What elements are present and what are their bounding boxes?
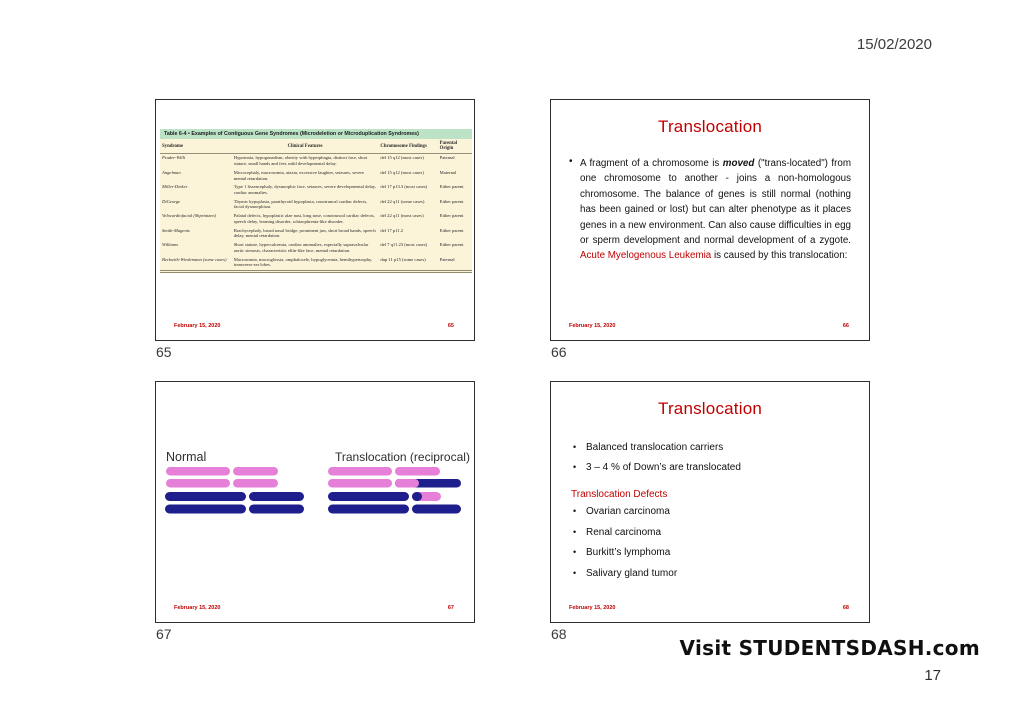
table-row [160,255,472,271]
chromosome-segment [249,492,304,501]
slide-number-label: 68 [551,626,567,642]
text-segment: ("trans-located") from one chromosome to another - joins a non-homologous chromosome. The balance of genes is still normal (nothing has been gained or lost) but can alter phenotype as it places genes in a new environment. Can also cause difficulties in egg or sperm development and normal development of a zygote. [580,158,851,247]
table-cell: DiGeorge [162,198,181,204]
slide-footer-number: 65 [447,323,454,329]
col-header-findings: Chromosome Findings [378,139,437,153]
chromosome-segment [328,492,409,501]
bullet-marker: • [569,156,573,167]
chromosome-segment [395,479,419,488]
table-cell: Palatal defects, hypoplastic alae nasi, long nose, conotruncal cardiac defects, speech delay, learning disorder, schizophrenia-like disorder. [233,213,375,224]
slide-68 [550,381,870,623]
slide-number-label: 66 [551,344,567,360]
chromosome-segment [412,505,461,514]
bullet-item: • Renal carcinoma [573,527,869,538]
table-title: Table 6-4 • Examples of Contiguous Gene Syndromes (Microdeletion or Microduplication Syndromes) [160,129,472,139]
chromosome-segment [166,479,230,488]
table-cell: del 22 q11 (some cases) [380,198,425,204]
table-cell: del 22 q11 (most cases) [380,213,424,219]
table-row [160,168,472,182]
slide-footer-number: 66 [842,323,849,329]
table-cell: Beckwith-Wiedemann (some cases) [162,256,227,262]
slide-footer-date: February 15, 2020 [569,323,616,329]
table-cell: del 15 q12 (most cases) [380,169,424,175]
bullet-list-top [573,442,869,473]
bullet-item: • Ovarian carcinoma [573,506,869,517]
slide-67 [155,381,475,623]
syndrome-table [160,129,472,273]
table-cell: Either parent [439,198,464,204]
bullet-text [580,156,851,264]
slide-title: Translocation [657,117,763,136]
table-cell: del 17 p11.2 [380,227,404,233]
chromosome-segment [233,479,278,488]
table-cell: Paternal [439,256,455,262]
text-segment: moved [722,158,755,169]
subheading-translocation-defects: Translocation Defects [571,489,668,500]
label-translocation: Translocation (reciprocal) [335,450,470,464]
header-date: 15/02/2020 [856,36,932,53]
visit-studentsdash-text: Visit STUDENTSDASH.com [679,636,980,660]
slide-number-label: 65 [156,344,172,360]
chromosome-segment [328,467,392,476]
slide-title: Translocation [657,399,763,418]
table-cell: Either parent [439,242,464,248]
table-row [160,197,472,211]
table-cell: Macrosomia, macroglossia, omphalocele, hypoglycemia, hemihypertrophy, transverse ear lobes. [233,256,373,268]
slide-65 [155,99,475,341]
slide-body [569,156,851,264]
col-header-syndrome: Syndrome [160,139,232,153]
bullet-item: • Burkitt’s lymphoma [573,547,869,558]
table-row [160,226,472,240]
chromosome-segment [249,505,304,514]
table-header-row [160,139,472,153]
table-row [160,153,472,168]
table-cell: dup 11 p15 (some cases) [380,256,426,262]
syndrome-table-body [160,153,472,271]
table-cell: del 7 q11.23 (most cases) [380,242,428,248]
table-cell: Microcephaly, macrosomia, ataxia, excessive laughter, seizures, severe mental retardation. [233,169,365,181]
table-row [160,212,472,226]
table-cell: Thymic hypoplasia, parathyroid hypoplasia, conotruncal cardiac defects, facial dysmorphism. [233,198,368,210]
table-cell: Prader-Willi [162,155,186,161]
chromosome-segment [328,479,392,488]
table-cell: Miller-Dieker [162,184,188,190]
page-number: 17 [924,667,941,684]
slide-footer-date: February 15, 2020 [569,605,616,611]
label-normal: Normal [166,450,207,464]
table-cell: Maternal [439,169,457,175]
slide-footer-date: February 15, 2020 [174,323,221,329]
table-cell: Short stature, hypercalcemia, cardiac anomalies, especially supravalvular aortic stenosis, characteristic elfin-like face, mental retardation. [233,242,369,253]
table-cell: del 15 q12 (most cases) [380,155,424,161]
text-segment: A fragment of a chromosome is [580,158,723,169]
syndrome-table-grid [160,139,472,272]
table-cell: Either parent [439,227,464,233]
col-header-origin: Parental Origin [438,139,472,153]
chromosome-segment [233,467,278,476]
slide-footer-number: 67 [447,605,454,611]
text-segment: is caused by this translocation: [711,250,848,262]
slide-66 [550,99,870,341]
table-cell: Type 1 lissencephaly, dysmorphic face, seizures, severe developmental delay, cardiac anomalies. [233,184,376,196]
chromosome-segment [165,505,246,514]
slide-footer-date: February 15, 2020 [174,605,221,611]
table-cell: Smith-Magenis [162,227,190,233]
col-header-features: Clinical Features [232,139,379,153]
pink-overlay-segment [395,479,419,488]
table-cell: Brachycephaly, broad nasal bridge, prominent jaw, short broad hands, speech delay, mental retardation. [233,227,376,239]
bullet-item: • Salivary gland tumor [573,568,869,579]
slide-footer-number: 68 [842,605,849,611]
table-cell: Angelman [162,169,181,175]
table-row [160,241,472,255]
navy-overlay-segment [412,492,422,501]
slide-number-label: 67 [156,626,172,642]
chromosome-segment [165,492,246,501]
chromosome-segment [328,505,409,514]
table-row [160,183,472,197]
chromosome-segment [395,467,440,476]
table-cell: Either parent [439,213,464,219]
chromosome-segment [412,492,422,501]
chromosome-segment [166,467,230,476]
table-cell: del 17 p13.3 (most cases) [380,184,428,190]
translocation-diagram [156,382,474,622]
table-cell: Hypotonia, hypogonadism, obesity with hyperphagia, distinct face, short stature, small hands and feet, mild developmental delay. [233,155,368,167]
bullet-item: • 3 – 4 % of Down’s are translocated [573,462,869,473]
table-cell: Williams [162,242,179,248]
text-segment: Acute Myelogenous Leukemia [580,250,712,262]
table-cell: Paternal [439,155,455,161]
bullet-list-defects [573,506,869,579]
bullet-item: • Balanced translocation carriers [573,442,869,453]
table-cell: Velocardiofacial (Shprintzen) [162,213,217,219]
table-cell: Either parent [439,184,464,190]
